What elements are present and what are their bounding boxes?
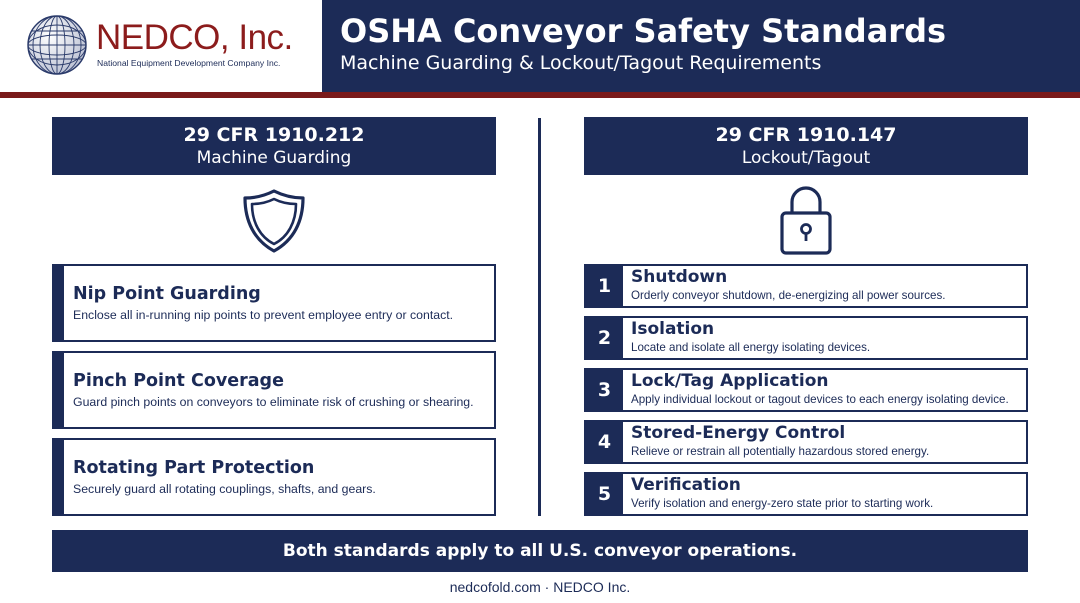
standard-code: 29 CFR 1910.147 <box>715 124 897 146</box>
step-description: Apply individual lockout or tagout devices to each energy isolating device. <box>631 393 1009 406</box>
column-divider <box>538 118 541 516</box>
page-title: OSHA Conveyor Safety Standards <box>340 12 947 50</box>
card-nip-point-guarding <box>52 264 496 342</box>
step-shutdown <box>584 264 1028 308</box>
step-number: 5 <box>586 474 623 514</box>
step-description: Verify isolation and energy-zero state prior to starting work. <box>631 497 934 510</box>
brand-name: NEDCO, Inc. <box>96 18 293 57</box>
step-description: Relieve or restrain all potentially hazardous stored energy. <box>631 445 930 458</box>
step-description: Orderly conveyor shutdown, de-energizing all power sources. <box>631 289 946 302</box>
summary-banner: Both standards apply to all U.S. conveyor operations. <box>52 530 1028 572</box>
page-subtitle: Machine Guarding & Lockout/Tagout Requirements <box>340 52 822 74</box>
step-title: Isolation <box>631 319 715 339</box>
machine-guarding-header <box>52 117 496 175</box>
card-title: Pinch Point Coverage <box>73 371 284 391</box>
step-title: Stored-Energy Control <box>631 423 846 443</box>
step-title: Lock/Tag Application <box>631 371 829 391</box>
footer-text: nedcofold.com · NEDCO Inc. <box>449 579 631 595</box>
step-number: 4 <box>586 422 623 462</box>
padlock-icon <box>778 184 834 256</box>
card-description: Guard pinch points on conveyors to eliminate risk of crushing or shearing. <box>73 395 474 409</box>
standard-code: 29 CFR 1910.212 <box>183 124 365 146</box>
header <box>0 0 1080 92</box>
step-description: Locate and isolate all energy isolating devices. <box>631 341 871 354</box>
card-description: Enclose all in-running nip points to prevent employee entry or contact. <box>73 308 454 322</box>
title-panel <box>322 0 1080 92</box>
card-title: Rotating Part Protection <box>73 458 315 478</box>
step-title: Verification <box>631 475 741 495</box>
card-description: Securely guard all rotating couplings, shafts, and gears. <box>73 482 376 496</box>
standard-name: Lockout/Tagout <box>741 148 871 168</box>
shield-icon <box>240 187 308 255</box>
header-rule <box>0 92 1080 98</box>
brand-full-name: National Equipment Development Company Inc. <box>97 58 281 68</box>
step-number: 3 <box>586 370 623 410</box>
step-number: 1 <box>586 266 623 306</box>
card-pinch-point-coverage <box>52 351 496 429</box>
lockout-tagout-header <box>584 117 1028 175</box>
step-verification <box>584 472 1028 516</box>
card-rotating-part-protection <box>52 438 496 516</box>
step-title: Shutdown <box>631 267 728 287</box>
step-stored-energy-control <box>584 420 1028 464</box>
step-isolation <box>584 316 1028 360</box>
card-title: Nip Point Guarding <box>73 284 261 304</box>
globe-icon <box>26 14 88 76</box>
step-lock-tag-application <box>584 368 1028 412</box>
standard-name: Machine Guarding <box>196 148 352 168</box>
logo-panel <box>0 0 322 92</box>
step-number: 2 <box>586 318 623 358</box>
